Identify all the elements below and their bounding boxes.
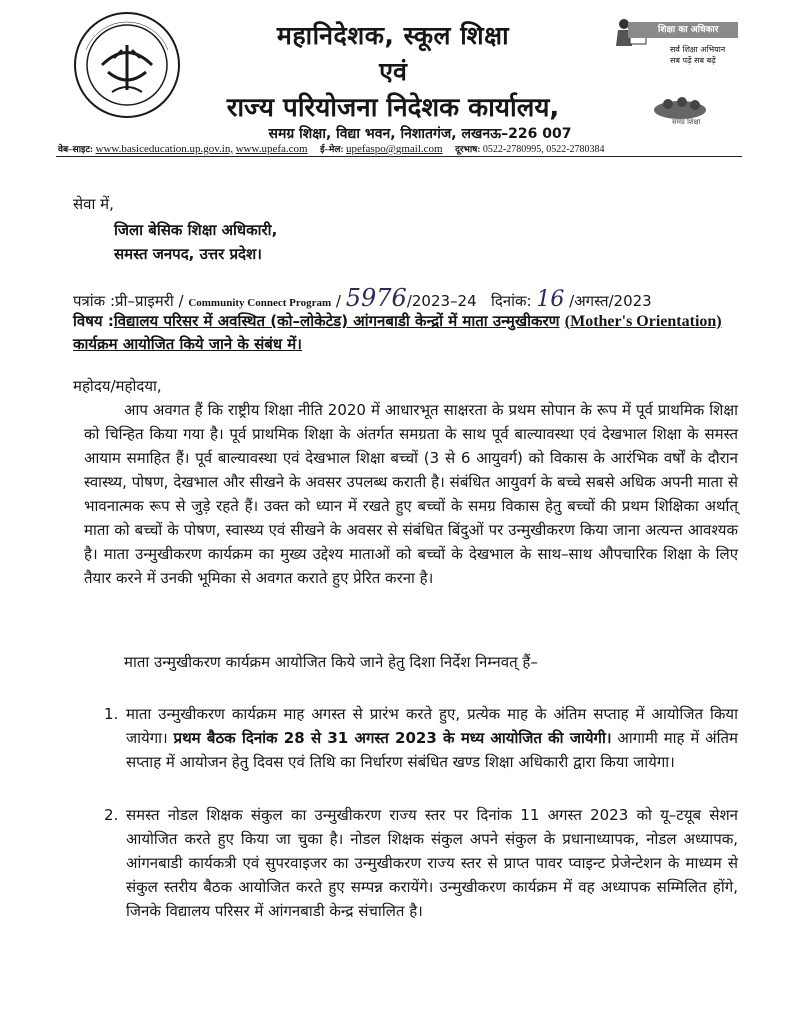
- reference-slash: /: [335, 292, 341, 310]
- reference-prefix: पत्रांक :प्री–प्राइमरी /: [73, 292, 184, 310]
- office-title-line2: एवं: [379, 57, 407, 86]
- samagra-shiksha-caption: समग्र शिक्षा: [672, 118, 701, 126]
- salutation: सेवा में,: [73, 195, 114, 213]
- office-title-line3: राज्य परियोजना निदेशक कार्यालय,: [226, 93, 560, 123]
- samagra-shiksha-emblem-icon: [650, 96, 710, 120]
- date-month-year: /अगस्त/2023: [569, 292, 652, 310]
- rte-logo-line1: सर्व शिक्षा अभियान: [670, 45, 726, 54]
- website-label: वेब–साइट:: [58, 144, 94, 154]
- website-link-1[interactable]: www.basiceducation.up.gov.in,: [95, 143, 234, 155]
- addressee-line1: जिला बेसिक शिक्षा अधिकारी,: [114, 221, 278, 239]
- subject: [73, 310, 749, 355]
- email-link[interactable]: upefaspo@gmail.com: [345, 143, 443, 155]
- phone-numbers: 0522-2780995, 0522-2780384: [482, 144, 605, 155]
- body-paragraph-1: आप अवगत हैं कि राष्ट्रीय शिक्षा नीति 2020 में आधारभूत साक्षरता के प्रथम सोपान के रूप में पूर्व प्राथमिक शिक्षा को चिन्हित किया गया है। पूर्व प्राथमिक शिक्षा के अंतर्गत समग्रता के साथ पूर्व बाल्यावस्था एवं देखभाल शिक्षा के समस्त आयाम समाहित हैं। पूर्व बाल्यावस्था एवं देखभाल शिक्षा बच्चों (3 से 6 आयुवर्ग) को विकास के आरंभिक वर्षों के दौरान स्वास्थ्य, पोषण, देखभाल और सीखने के अवसर उपलब्ध कराती है। संबंधित आयुवर्ग के बच्चे सबसे अधिक अपनी माता से भावनात्मक रूप से जुड़े रहते हैं। उक्त को ध्यान में रखते हुए बच्चों के समग्र विकास हेतु बच्चों की प्रथम शिक्षिका अर्थात् माता को बच्चों के पोषण, स्वास्थ्य एवं सीखने के अवसर से संबंधित बिंदुओं पर उन्मुखीकरण किया जाना अत्यन्त आवश्यक है। माता उन्मुखीकरण कार्यक्रम का मुख्य उद्देश्य माताओं को बच्चों के देखभाल के साथ–साथ औपचारिक शिक्षा के लिए तैयार करने में उनकी भूमिका से अवगत कराते हुए प्रेरित करना है।: [84, 401, 738, 587]
- subject-label: विषय :: [73, 312, 114, 330]
- list-item-1-number: 1.: [104, 705, 119, 723]
- list-item-2-number: 2.: [104, 806, 119, 824]
- list-item-2-text: समस्त नोडल शिक्षक संकुल का उन्मुखीकरण राज्य स्तर पर दिनांक 11 अगस्त 2023 को यू–टयूब सेशन आयोजित करते हुए किया जा चुका है। नोडल शिक्षक संकुल अपने संकुल के प्रधानाध्यापक, नोडल अध्यापक, आंगनबाडी कार्यकत्री एवं सुपरवाइजर का उन्मुखीकरण राज्य स्तर से प्राप्त पावर प्वाइन्ट प्रेजेन्टेशन के माध्यम से संकुल स्तरीय बैठक आयोजित करते हुए सम्पन्न करायेंगे। उन्मुखीकरण कार्यक्रम में वह अध्यापक सम्मिलित होंगे, जिनके विद्यालय परिसर में आंगनबाडी केन्द्र संचालित है।: [126, 806, 738, 920]
- website-link-2[interactable]: www.upefa.com: [235, 143, 308, 155]
- list-item-2: [104, 803, 738, 923]
- header-divider: [56, 156, 742, 157]
- list-item-1-text-after: आगामी माह में अंतिम सप्ताह में आयोजन हेतु दिवस एवं तिथि का निर्धारण संबंधित खण्ड शिक्षा अधिकारी द्वारा किया जायेगा।: [126, 729, 738, 771]
- rte-logo: [604, 16, 744, 74]
- addressee-line2: समस्त जनपद, उत्तर प्रदेश।: [114, 245, 262, 263]
- list-item-1-bold: प्रथम बैठक दिनांक 28 से 31 अगस्त 2023 के मध्य आयोजित की जायेगी।: [173, 729, 612, 747]
- office-address: समग्र शिक्षा, विद्या भवन, निशातगंज, लखनऊ–226 007: [268, 126, 572, 142]
- rte-logo-line2: सब पढ़ें सब बढ़ें: [670, 56, 716, 65]
- samagra-shiksha-logo: [642, 94, 742, 134]
- email-label: ई–मेल:: [320, 144, 344, 154]
- subject-english: (Mother's Orientation): [564, 313, 722, 330]
- greeting: महोदय/महोदया,: [73, 377, 162, 395]
- program-name: Community Connect Program: [188, 297, 332, 309]
- reference-year: /2023–24: [406, 292, 477, 310]
- date-day-handwritten: 16: [536, 287, 565, 312]
- list-item-1-text: माता उन्मुखीकरण कार्यक्रम माह अगस्त से प्रारंभ करते हुए, प्रत्येक माह के अंतिम सप्ताह में आयोजित किया जायेगा।: [126, 705, 738, 747]
- subject-text: विद्यालय परिसर में अवस्थित (को–लोकेटेड) आंगनबाडी केन्द्रों में माता उन्मुखीकरण: [113, 312, 560, 330]
- phone-label: दूरभाष:: [455, 144, 481, 154]
- reference-line: [73, 284, 652, 312]
- list-item-1: [104, 702, 738, 774]
- office-title-line1: महानिदेशक, स्कूल शिक्षा: [276, 21, 510, 50]
- contact-line: [58, 142, 758, 155]
- date-label: दिनांक:: [490, 292, 532, 310]
- rte-logo-title: शिक्षा का अधिकार: [628, 22, 738, 38]
- body-paragraph-2: माता उन्मुखीकरण कार्यक्रम आयोजित किये जाने हेतु दिशा निर्देश निम्नवत् हैं–: [124, 653, 538, 671]
- letter-number-handwritten: 5976: [345, 284, 407, 312]
- subject-tail: कार्यक्रम आयोजित किये जाने के संबंध में।: [73, 335, 302, 353]
